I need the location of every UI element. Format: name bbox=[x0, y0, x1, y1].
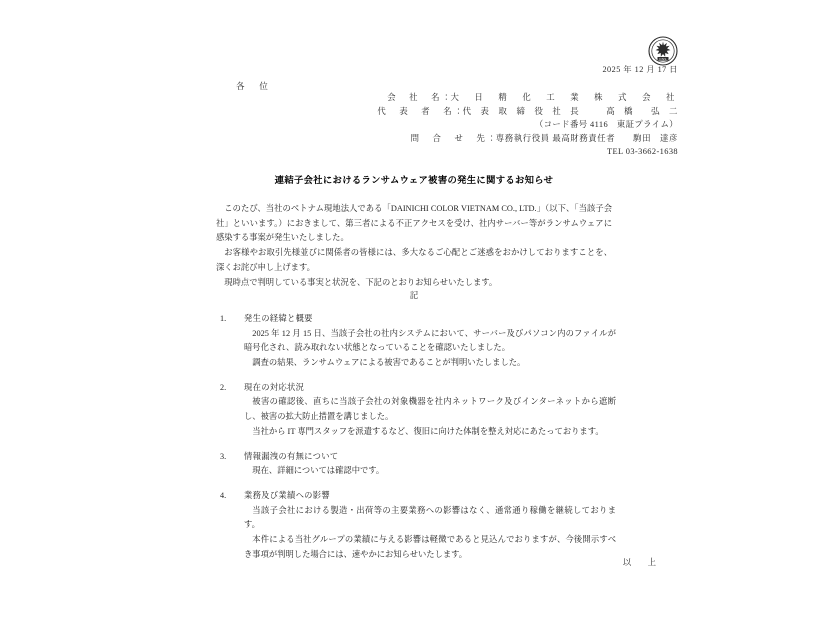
issuer-representative-name: 代 表 取 締 役 社 長 髙 橋 弘 二 bbox=[462, 106, 678, 116]
intro-paragraph: このたび、当社のベトナム現地法人である「DAINICHI COLOR VIETNAM CO., LTD.」（以下、「当該子会社」といいます。）におきまして、第三者による不正アクセスを受け、社内サーバー等がランサムウェアに感染する事案が発生いたしました。 bbox=[216, 204, 612, 243]
section-number: 1. bbox=[220, 314, 227, 323]
issuer-contact-name: 専務執行役員 最高財務責任者 駒田 達彦 bbox=[495, 133, 678, 143]
section-body bbox=[244, 327, 616, 371]
ki-marker: 記 bbox=[409, 291, 419, 300]
issuer-representative-row: 代 表 者 名：代 表 取 締 役 社 長 髙 橋 弘 二 bbox=[377, 106, 678, 116]
issuer-block bbox=[348, 91, 678, 159]
section-heading bbox=[220, 450, 620, 465]
closing-marker: 以 上 bbox=[622, 558, 660, 567]
section-number: 3. bbox=[220, 451, 227, 461]
section-paragraph: 調査の結果、ランサムウェアによる被害であることが判明いたしました。 bbox=[252, 358, 526, 368]
section-item bbox=[220, 450, 620, 479]
section-number: 2. bbox=[220, 382, 227, 392]
document-sheet bbox=[150, 0, 678, 620]
section-paragraph: 当該子会社における製造・出荷等の主要業務への影響はなく、通常通り稼働を継続しております。 bbox=[244, 505, 616, 530]
issuer-representative-label: 代 表 者 名 bbox=[377, 106, 455, 116]
logo-wordmark: DNS bbox=[659, 56, 667, 61]
section-item bbox=[220, 381, 620, 440]
issuer-company-name: 大 日 精 化 工 業 株 式 会 社 bbox=[450, 93, 678, 102]
issuer-listing-info: （コード番号 4116 東証プライム） bbox=[534, 120, 678, 129]
issuer-contact-row: 問 合 せ 先：専務執行役員 最高財務責任者 駒田 達彦 bbox=[410, 133, 678, 143]
intro-paragraph: お客様やお取引先様並びに関係者の皆様には、多大なるご心配とご迷惑をおかけしておりますことを、深くお詫び申し上げます。 bbox=[216, 248, 612, 272]
section-body bbox=[244, 395, 616, 439]
section-paragraph: 当社から IT 専門スタッフを派遣するなど、復旧に向けた体制を整え対応にあたっております。 bbox=[252, 427, 604, 437]
section-paragraph: 2025 年 12 月 15 日、当該子会社の社内システムにおいて、サーバー及びパソコン内のファイルが暗号化され、読み取れない状態となっていることを確認いたしました。 bbox=[244, 328, 616, 353]
section-item bbox=[220, 312, 620, 371]
section-title: 現在の対応状況 bbox=[244, 382, 305, 392]
section-body bbox=[244, 464, 616, 479]
document-title: 連結子会社におけるランサムウェア被害の発生に関するお知らせ bbox=[274, 176, 554, 186]
dainichiseika-crest-logo bbox=[648, 36, 678, 66]
section-body bbox=[244, 504, 616, 563]
intro-paragraph: 現時点で判明している事実と状況を、下記のとおりお知らせいたします。 bbox=[224, 277, 498, 287]
sections-list bbox=[220, 312, 620, 572]
issuer-telephone: TEL 03-3662-1638 bbox=[607, 147, 678, 156]
document-date: 2025 年 12 月 17 日 bbox=[602, 65, 678, 74]
section-heading bbox=[220, 489, 620, 504]
section-paragraph: 現在、詳細については確認中です。 bbox=[252, 466, 385, 476]
section-heading bbox=[220, 312, 620, 327]
section-title: 情報漏洩の有無について bbox=[244, 451, 339, 461]
issuer-company-row: 会 社 名：大 日 精 化 工 業 株 式 会 社 bbox=[387, 93, 678, 102]
section-paragraph: 被害の確認後、直ちに当該子会社の対象機器を社内ネットワーク及びインターネットから遮断し、被害の拡大防止措置を講じました。 bbox=[244, 397, 616, 422]
section-title: 発生の経緯と概要 bbox=[244, 314, 313, 323]
addressee: 各 位 bbox=[236, 81, 271, 91]
issuer-contact-label: 問 合 せ 先 bbox=[410, 133, 488, 143]
section-title: 業務及び業績への影響 bbox=[244, 490, 330, 500]
section-heading bbox=[220, 381, 620, 396]
issuer-company-label: 会 社 名 bbox=[387, 93, 443, 102]
section-item bbox=[220, 489, 620, 562]
intro-body bbox=[216, 202, 612, 291]
section-paragraph: 本件による当社グループの業績に与える影響は軽微であると見込んでおりますが、今後開示すべき事項が判明した場合には、速やかにお知らせいたします。 bbox=[244, 535, 616, 559]
section-number: 4. bbox=[220, 490, 227, 500]
